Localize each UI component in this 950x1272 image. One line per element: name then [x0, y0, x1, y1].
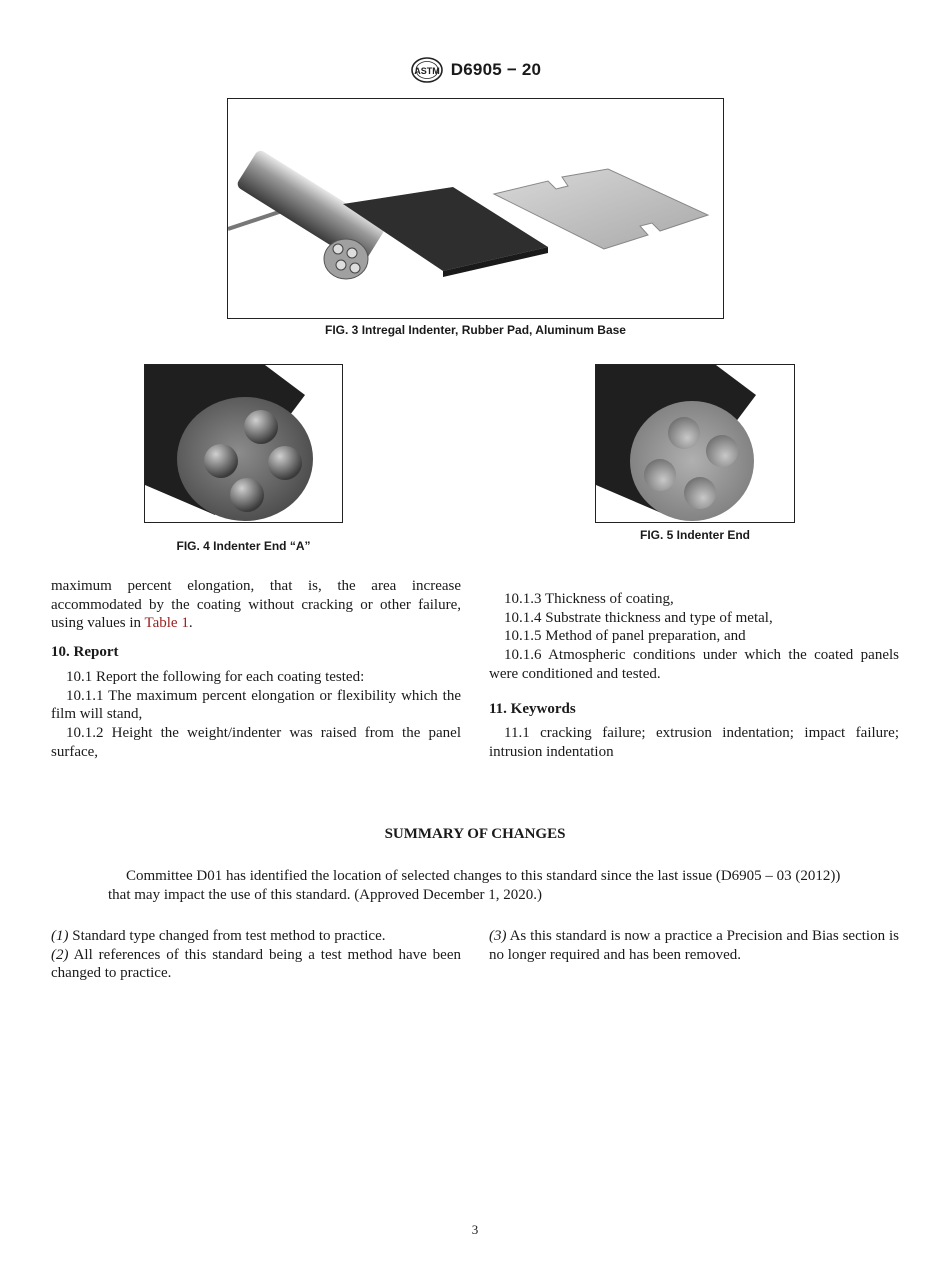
figure-4-caption: FIG. 4 Indenter End “A”	[176, 539, 311, 553]
figure-5-caption: FIG. 5 Indenter End	[639, 528, 750, 542]
figure-4-frame	[144, 364, 343, 523]
summary-left-column	[51, 927, 461, 983]
change-item-1: (1) Standard type changed from test method to practice.	[51, 928, 386, 944]
section-10-heading: 10. Report	[51, 644, 119, 661]
summary-intro	[108, 867, 848, 905]
astm-logo-text: ASTM	[414, 66, 440, 76]
figure-3-image	[228, 99, 722, 317]
right-column	[489, 590, 899, 762]
figure-3-frame	[227, 98, 724, 319]
summary-of-changes-title: SUMMARY OF CHANGES	[384, 826, 566, 842]
change-item-3: (3) As this standard is now a practice a Precision and Bias section is no longer required and has been removed.	[489, 928, 899, 963]
figure-3-caption: FIG. 3 Intregal Indenter, Rubber Pad, Aluminum Base	[325, 323, 626, 337]
paragraph-11-1: 11.1 cracking failure; extrusion indentation; impact failure; intrusion indentation	[489, 725, 899, 760]
section-11-heading: 11. Keywords	[489, 700, 576, 717]
figure-4-image	[145, 365, 341, 521]
left-column	[51, 577, 461, 761]
summary-right-column	[489, 927, 899, 964]
paragraph-10-1-6: 10.1.6 Atmospheric conditions under which the coated panels were conditioned and tested.	[489, 647, 899, 682]
paragraph-10-1-4: 10.1.4 Substrate thickness and type of metal,	[504, 609, 773, 626]
page-header	[0, 56, 950, 84]
table-1-link[interactable]: Table 1	[144, 615, 189, 632]
astm-logo-icon	[409, 56, 445, 84]
paragraph-continuation: maximum percent elongation, that is, the area increase accommodated by the coating without cracking or other failure, using values in Table 1.	[51, 578, 461, 632]
paragraph-10-1-1: 10.1.1 The maximum percent elongation or flexibility which the film will stand,	[51, 687, 461, 723]
figure-5-image	[596, 365, 793, 521]
figure-5-frame	[595, 364, 795, 523]
paragraph-10-1-2: 10.1.2 Height the weight/indenter was raised from the panel surface,	[51, 724, 461, 760]
paragraph-10-1: 10.1 Report the following for each coating tested:	[66, 668, 365, 685]
summary-intro-text: Committee D01 has identified the location of selected changes to this standard since the last issue (D6905 – 03 (2012)) that may impact the use of this standard. (Approved December 1, 2020.)	[108, 868, 841, 903]
change-item-2: (2) All references of this standard being a test method have been changed to practice.	[51, 946, 461, 982]
paragraph-10-1-5: 10.1.5 Method of panel preparation, and	[504, 628, 746, 645]
page-number: 3	[471, 1222, 479, 1237]
paragraph-10-1-3: 10.1.3 Thickness of coating,	[504, 591, 674, 607]
document-designation: D6905 − 20	[450, 60, 542, 79]
